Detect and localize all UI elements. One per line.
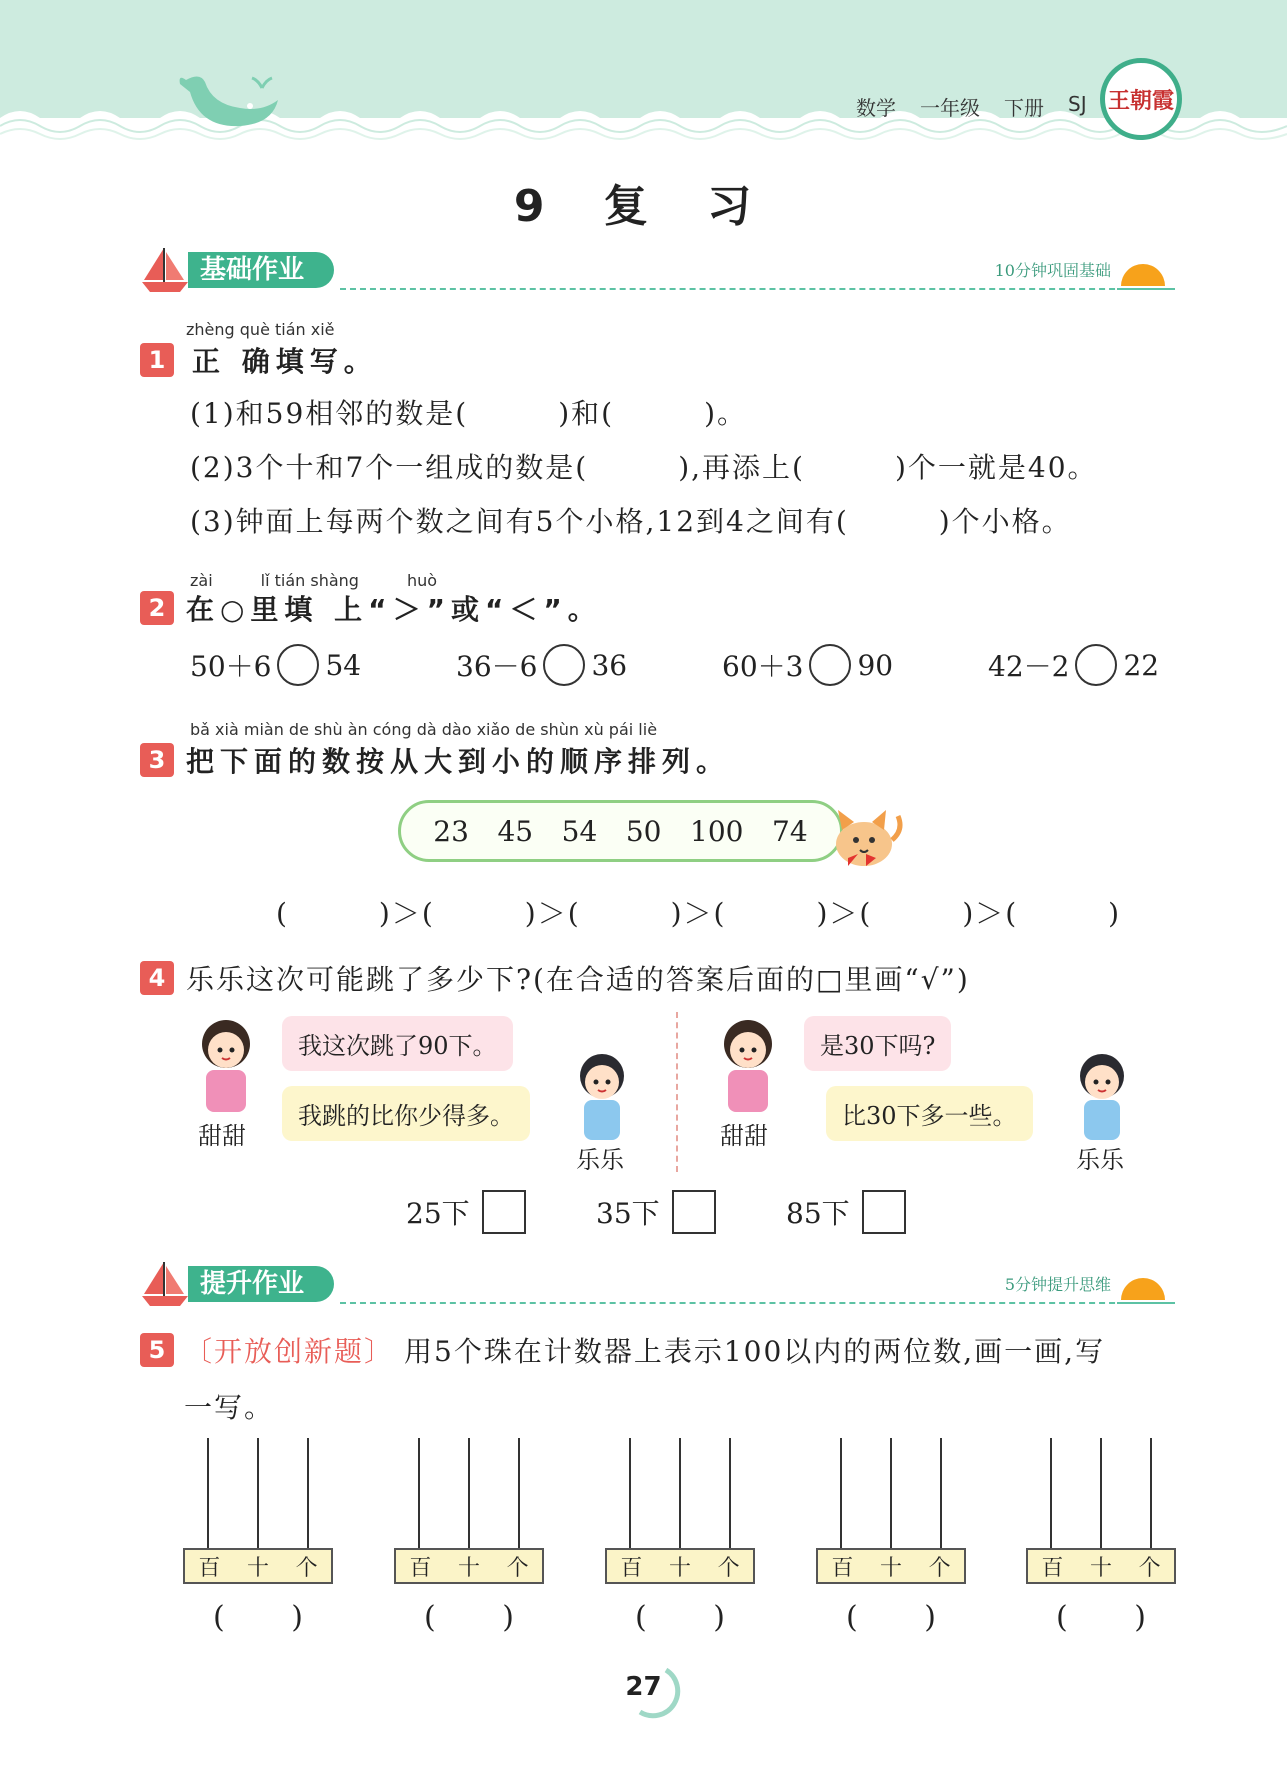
- page-number: 27: [625, 1672, 662, 1702]
- q1-number: 1: [140, 343, 174, 377]
- q1-line-3: (3)钟面上每两个数之间有5个小格,12到4之间有( )个小格。: [190, 505, 1072, 538]
- sailboat-icon: [140, 246, 190, 294]
- section-label-basic: 基础作业: [188, 252, 334, 288]
- abacus[interactable]: [394, 1438, 544, 1588]
- sun-icon: [1117, 1270, 1169, 1306]
- option-label: 25下: [406, 1197, 470, 1230]
- header-book-info: [856, 92, 1087, 121]
- q5-heading: [140, 1330, 1105, 1370]
- answer-checkbox[interactable]: [482, 1190, 526, 1234]
- section-label-advanced: 提升作业: [188, 1266, 334, 1302]
- girl-name-left: 甜甜: [198, 1122, 246, 1150]
- girl-tiantian-illustration: [712, 1014, 784, 1114]
- abacus-base: [394, 1548, 544, 1584]
- q1-line-2: (2)3个十和7个一组成的数是( ),再添上( )个一就是40。: [190, 451, 1098, 484]
- number-item: 50: [625, 814, 662, 848]
- q3-number: 3: [140, 743, 174, 777]
- compare-circle[interactable]: [277, 644, 319, 686]
- number-frame: [398, 800, 843, 862]
- place-ones: 个: [717, 1555, 740, 1581]
- compare-circle[interactable]: [543, 644, 585, 686]
- place-hundreds: 百: [409, 1555, 432, 1581]
- speech-bubble-left-2: 我跳的比你少得多。: [282, 1086, 530, 1141]
- q4-option-2: [596, 1190, 716, 1234]
- q2-item-3: [722, 644, 893, 686]
- section-banner-advanced: [140, 1260, 1175, 1310]
- place-ones: 个: [506, 1555, 529, 1581]
- scene-divider: [676, 1012, 678, 1172]
- q2-item-right: 54: [325, 648, 362, 682]
- page-title: 9 复 习: [513, 181, 774, 232]
- place-tens: 十: [1089, 1555, 1112, 1581]
- q2-item-left: 60＋3: [722, 650, 804, 683]
- boy-name-left: 乐乐: [576, 1146, 624, 1174]
- abacus-answer-blank[interactable]: ( ): [635, 1600, 725, 1635]
- q1-title: 正 确填写。: [192, 345, 378, 378]
- section-subtitle-basic: 10分钟巩固基础: [994, 261, 1111, 280]
- answer-checkbox[interactable]: [672, 1190, 716, 1234]
- q3-title: 把下面的数按从大到小的顺序排列。: [186, 745, 731, 778]
- q2-item-1: [190, 644, 361, 686]
- sailboat-icon: [140, 1260, 190, 1308]
- q3-answer-line[interactable]: ( )＞( )＞( )＞( )＞( )＞( ): [276, 897, 1122, 930]
- header-edition: SJ: [1068, 92, 1087, 116]
- compare-circle[interactable]: [1075, 644, 1117, 686]
- q1-heading: [140, 340, 378, 380]
- sun-icon: [1117, 256, 1169, 292]
- q2-pinyin: zài lǐ tián shàng huò: [190, 571, 438, 590]
- abacus-base: [183, 1548, 333, 1584]
- q2-item-left: 42－2: [988, 650, 1070, 683]
- q1-line-1: (1)和59相邻的数是( )和( )。: [190, 397, 747, 430]
- compare-circle[interactable]: [809, 644, 851, 686]
- header-wave-band: [0, 0, 1287, 150]
- q4-option-1: [406, 1190, 526, 1234]
- number-item: 100: [690, 814, 744, 848]
- option-label: 85下: [786, 1197, 850, 1230]
- abacus[interactable]: [605, 1438, 755, 1588]
- abacus[interactable]: [1026, 1438, 1176, 1588]
- header-volume: 下册: [1004, 96, 1044, 120]
- place-tens: 十: [879, 1555, 902, 1581]
- header-subject: 数学: [856, 96, 896, 120]
- abacus[interactable]: [816, 1438, 966, 1588]
- place-ones: 个: [928, 1555, 951, 1581]
- q5-number: 5: [140, 1333, 174, 1367]
- q2-number: 2: [140, 591, 174, 625]
- number-item: 54: [561, 814, 598, 848]
- abacus[interactable]: [183, 1438, 333, 1588]
- abacus-base: [816, 1548, 966, 1584]
- q3-pinyin: bǎ xià miàn de shù àn cóng dà dào xiǎo de shùn xù pái liè: [190, 720, 658, 739]
- place-tens: 十: [246, 1555, 269, 1581]
- number-item: 74: [772, 814, 808, 848]
- q2-item-left: 36－6: [456, 650, 538, 683]
- answer-checkbox[interactable]: [862, 1190, 906, 1234]
- place-hundreds: 百: [831, 1555, 854, 1581]
- header-grade: 一年级: [920, 96, 980, 120]
- section-divider: [340, 288, 1175, 290]
- abacus-answer-blank[interactable]: ( ): [846, 1600, 936, 1635]
- abacus-answer-blank[interactable]: ( ): [424, 1600, 514, 1635]
- q5-text: 用5个珠在计数器上表示100以内的两位数,画一画,写: [404, 1335, 1106, 1368]
- publisher-logo: [1100, 58, 1182, 140]
- abacus-base: [1026, 1548, 1176, 1584]
- q4-number: 4: [140, 961, 174, 995]
- q4-title: 乐乐这次可能跳了多少下?(在合适的答案后面的□里画“√”): [186, 963, 970, 996]
- q5-tag: 〔开放创新题〕: [184, 1335, 395, 1368]
- speech-bubble-right-1: 是30下吗?: [804, 1016, 951, 1071]
- q4-heading: [140, 958, 970, 998]
- q2-item-right: 22: [1123, 648, 1160, 682]
- speech-bubble-right-2: 比30下多一些。: [826, 1086, 1033, 1141]
- boy-lele-illustration: [566, 1046, 638, 1142]
- q2-item-left: 50＋6: [190, 650, 272, 683]
- number-item: 23: [433, 814, 469, 848]
- abacus-answer-blank[interactable]: ( ): [213, 1600, 303, 1635]
- q2-item-2: [456, 644, 627, 686]
- number-item: 45: [497, 814, 534, 848]
- section-divider: [340, 1302, 1175, 1304]
- q2-title: 在○里填 上“＞”或“＜”。: [186, 593, 602, 626]
- q1-pinyin: zhèng què tián xiě: [186, 320, 335, 339]
- place-hundreds: 百: [198, 1555, 221, 1581]
- q5-text-continued: 一写。: [184, 1391, 275, 1424]
- abacus-base: [605, 1548, 755, 1584]
- place-tens: 十: [668, 1555, 691, 1581]
- girl-name-right: 甜甜: [720, 1122, 768, 1150]
- place-ones: 个: [295, 1555, 318, 1581]
- section-subtitle-advanced: 5分钟提升思维: [1004, 1275, 1111, 1294]
- option-label: 35下: [596, 1197, 660, 1230]
- speech-bubble-left-1: 我这次跳了90下。: [282, 1016, 513, 1071]
- place-hundreds: 百: [1041, 1555, 1064, 1581]
- q2-item-4: [988, 644, 1159, 686]
- cat-illustration: [826, 800, 906, 870]
- place-hundreds: 百: [620, 1555, 643, 1581]
- q3-heading: [140, 740, 730, 780]
- place-tens: 十: [457, 1555, 480, 1581]
- boy-lele-illustration: [1066, 1046, 1138, 1142]
- boy-name-right: 乐乐: [1076, 1146, 1124, 1174]
- section-banner-basic: [140, 246, 1175, 296]
- abacus-answer-blank[interactable]: ( ): [1056, 1600, 1146, 1635]
- girl-tiantian-illustration: [190, 1014, 262, 1114]
- q2-heading: [140, 588, 602, 628]
- logo-text: 王朝霞: [1107, 87, 1174, 114]
- q4-option-3: [786, 1190, 906, 1234]
- q2-item-right: 90: [857, 648, 894, 682]
- place-ones: 个: [1138, 1555, 1161, 1581]
- q2-item-right: 36: [591, 648, 628, 682]
